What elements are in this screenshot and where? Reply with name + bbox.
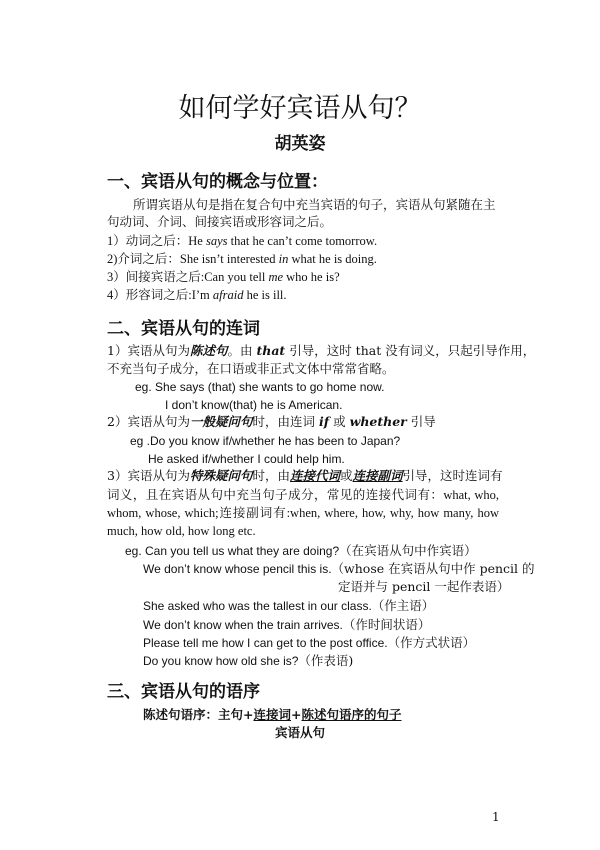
- rule-3-line-1: 3）宾语从句为特殊疑问句时，由连接代词或连接副词引导，这时连词有: [107, 468, 503, 483]
- rule-1-example-2: I don’t know(that) he is American.: [165, 398, 343, 412]
- rule-2-example-2: He asked if/whether I could help him.: [148, 452, 345, 466]
- rule-3-example-6: Do you know how old she is?（作表语): [143, 653, 354, 668]
- section-1-heading: 一、宾语从句的概念与位置：: [107, 172, 328, 192]
- author-name: 胡英姿: [274, 134, 326, 154]
- section-1-intro: 所谓宾语从句是指在复合句中充当宾语的句子，宾语从句紧随在主句动词、介词、间接宾语或形容词之后。: [107, 197, 496, 229]
- document-title: 如何学好宾语从句？: [178, 93, 422, 124]
- example-adjective: 4）形容词之后:I’m afraid he is ill.: [107, 288, 287, 302]
- rule-3-example-1: eg. Can you tell us what they are doing?（在宾语从句中作宾语）: [125, 543, 477, 558]
- section-3-heading: 三、宾语从句的语序: [107, 682, 260, 702]
- rule-3-example-5: Please tell me how I can get to the post office.（作方式状语）: [143, 635, 476, 650]
- example-verb: 1）动词之后：He says that he can’t come tomorrow.: [107, 234, 378, 248]
- rule-3-example-4: We don’t know when the train arrives.（作时间状语）: [143, 617, 431, 632]
- rule-1-example-1: eg. She says (that) she wants to go home now.: [135, 380, 385, 394]
- rule-2-example-1: eg .Do you know if/whether he has been to Japan?: [130, 434, 401, 448]
- example-indirect-object: 3）间接宾语之后:Can you tell me who he is?: [107, 270, 340, 284]
- example-preposition: 2)介词之后：She isn’t interested in what he is doing.: [107, 252, 377, 266]
- rule-3-example-2-cont: 定语并与 pencil 一起作表语）: [338, 579, 510, 594]
- rule-3-example-2: We don’t know whose pencil this is.（whose 在宾语从句中作 pencil 的: [143, 561, 535, 576]
- word-order-caption: 宾语从句: [274, 725, 325, 740]
- page-number: 1: [492, 810, 500, 824]
- rule-3-example-3: She asked who was the tallest in our class.（作主语）: [143, 598, 435, 613]
- rule-1-line-1: 1）宾语从句为陈述句。由 that 引导，这时 that 没有词义，只起引导作用，: [107, 343, 536, 358]
- word-order-formula: 陈述句语序：主句+连接词+陈述句语序的句子: [143, 707, 402, 722]
- rule-1-line-2: 不充当句子成分，在口语或非正式文体中常常省略。: [107, 361, 395, 376]
- rule-2-line: 2）宾语从句为一般疑问句时，由连词 if 或 whether 引导: [107, 414, 436, 429]
- section-2-heading: 二、宾语从句的连词: [107, 319, 260, 339]
- rule-3-body: 词义，且在宾语从句中充当句子成分，常见的连接代词有：what, who, whom, whose, which;连接副词有:when, where, how, why, how many, how much, how old, how long etc.: [107, 488, 499, 538]
